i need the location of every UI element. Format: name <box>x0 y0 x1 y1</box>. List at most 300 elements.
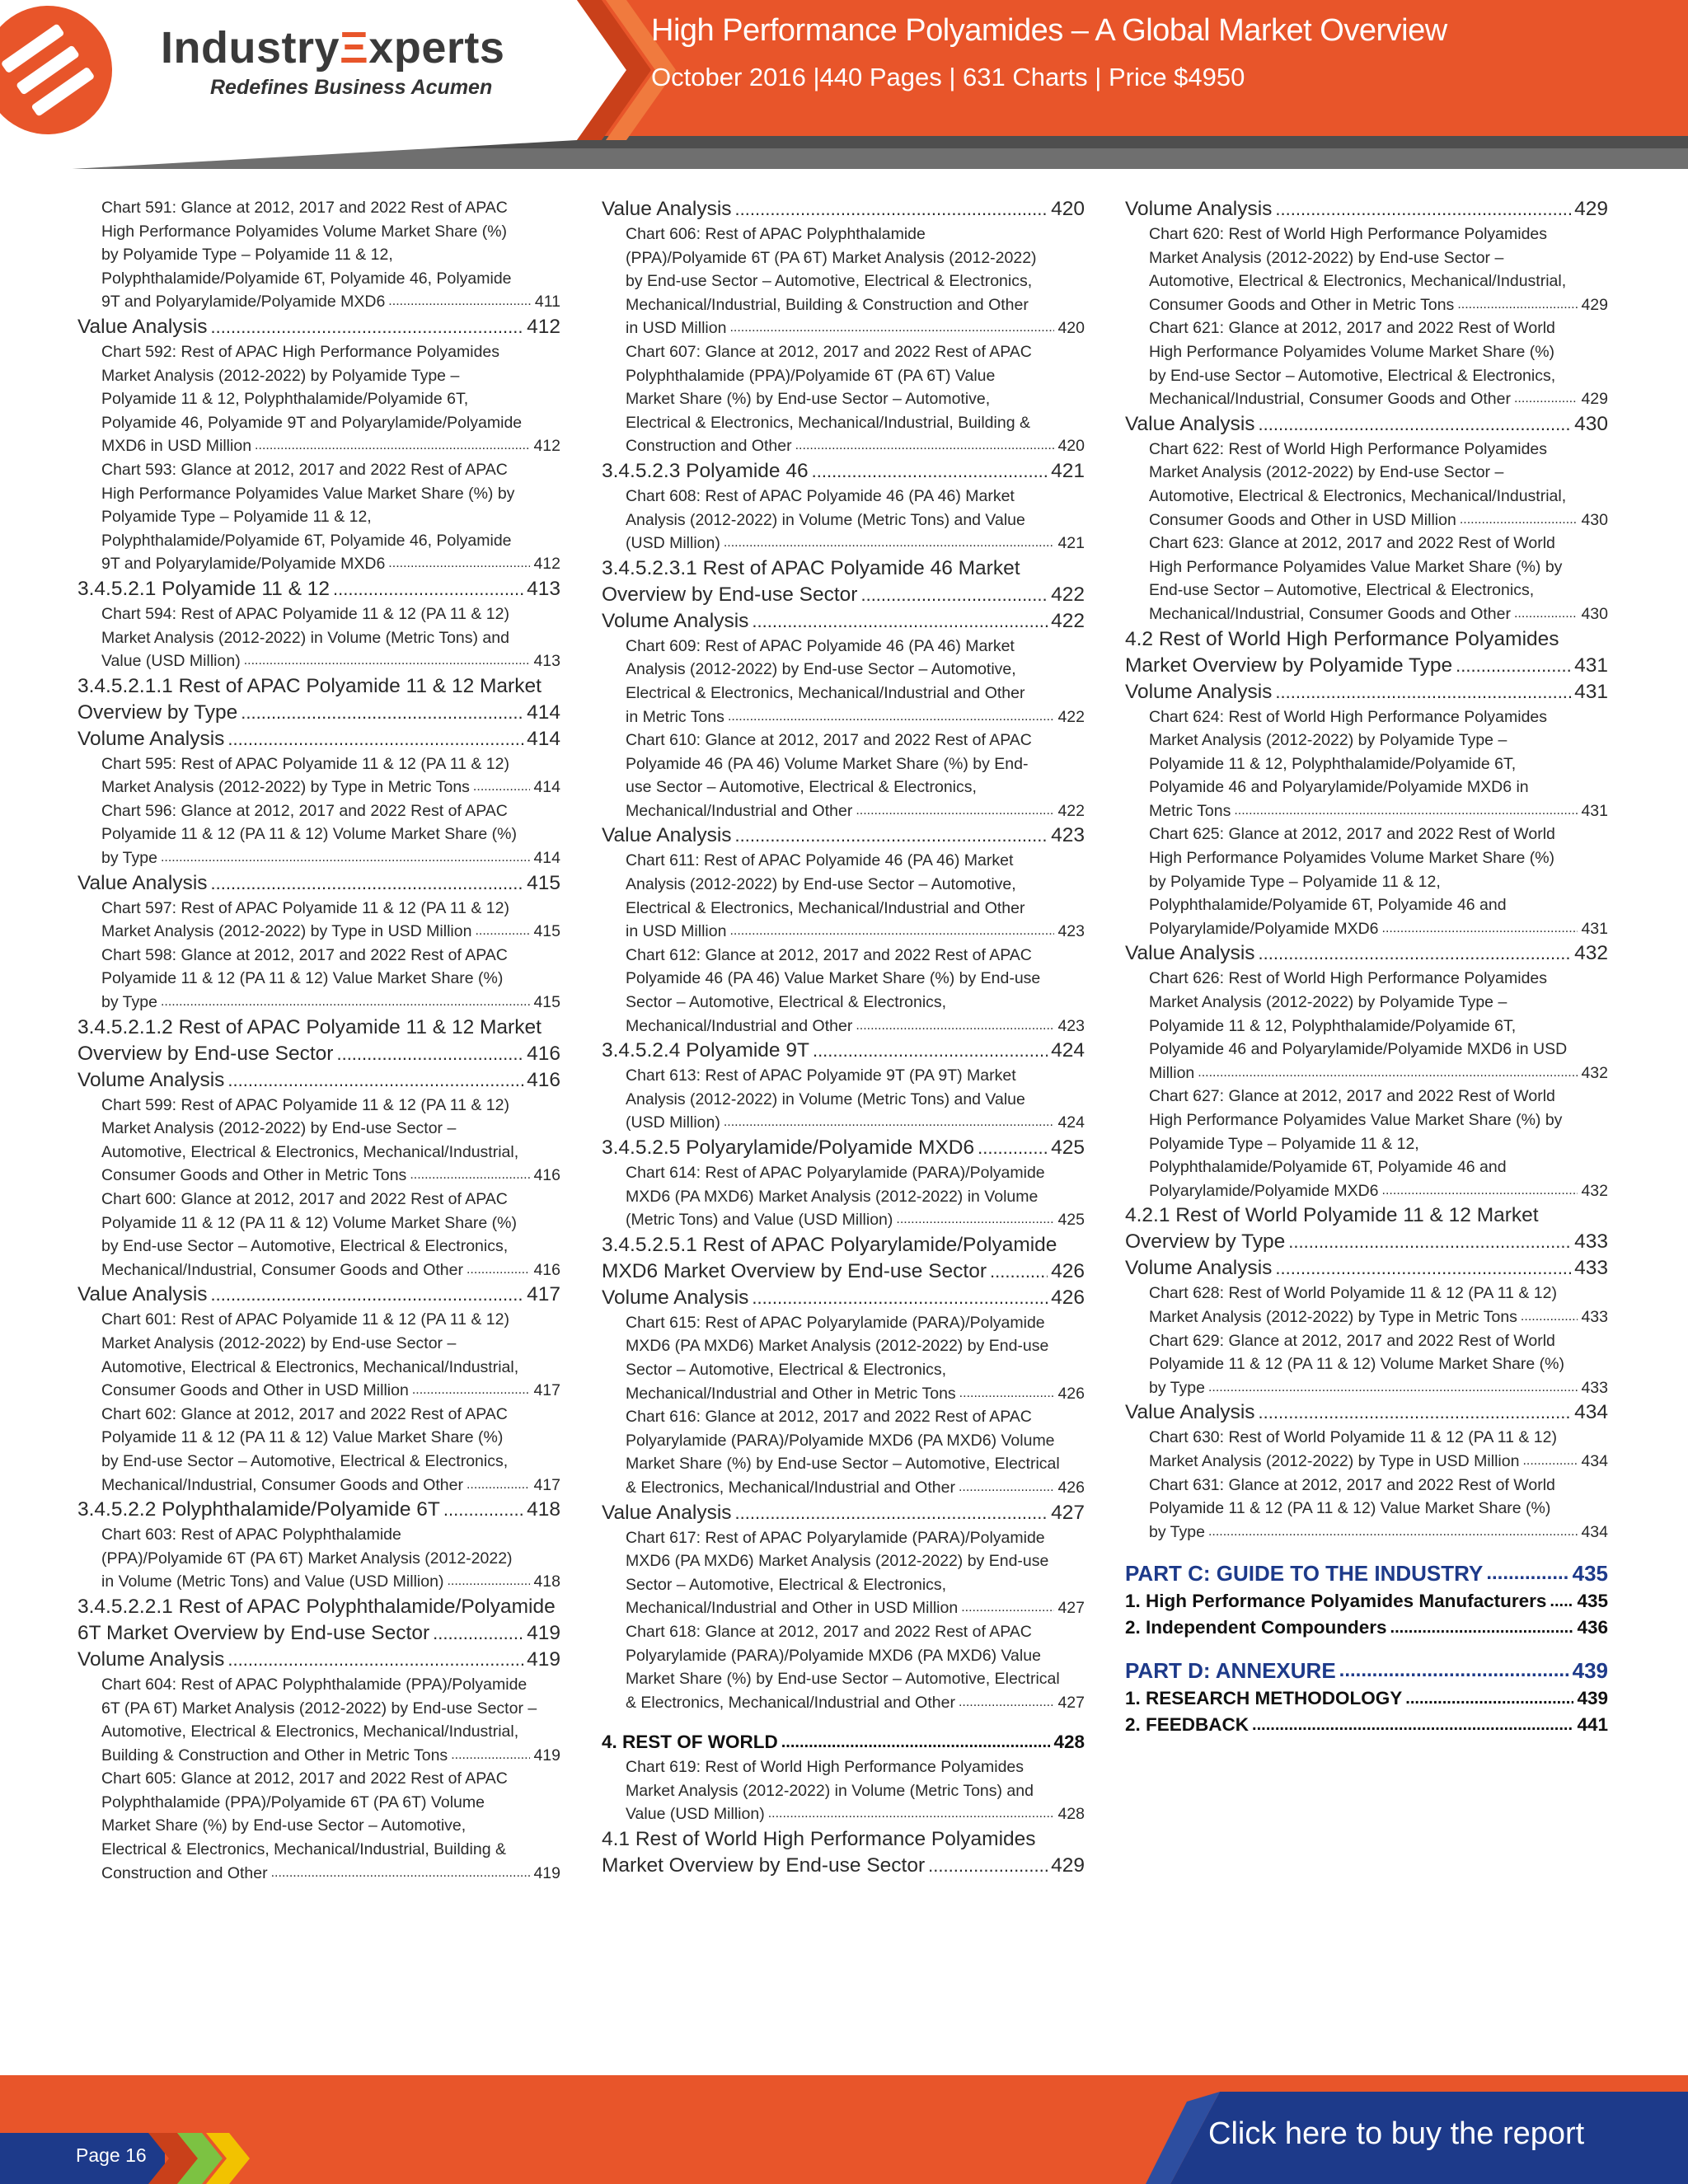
toc-section-entry[interactable] <box>77 870 560 897</box>
toc-section-entry[interactable] <box>1125 1712 1608 1738</box>
toc-chart-entry[interactable] <box>602 1596 1085 1620</box>
toc-chart-entry[interactable] <box>77 1379 560 1403</box>
toc-chart-entry <box>1125 823 1608 846</box>
toc-entry-text: Mechanical/Industrial and Other <box>626 801 853 820</box>
toc-entry-text: Polyamide 11 & 12 (PA 11 & 12) Value Market Share (%) <box>1149 1499 1551 1518</box>
toc-chart-entry <box>1125 991 1608 1015</box>
toc-chart-entry <box>1125 1132 1608 1156</box>
toc-chart-entry <box>77 364 560 388</box>
toc-chart-entry <box>602 991 1085 1015</box>
dot-leader <box>724 532 1055 555</box>
toc-chart-entry <box>602 1667 1085 1691</box>
toc-chart-entry[interactable] <box>602 1476 1085 1500</box>
toc-chart-entry <box>602 776 1085 799</box>
toc-section-entry[interactable] <box>602 196 1085 223</box>
dot-leader <box>475 920 530 944</box>
toc-entry-text: Market Analysis (2012-2022) by End-use Sector – <box>101 1333 457 1352</box>
toc-chart-entry <box>77 602 560 626</box>
toc-entry-text: MXD6 (PA MXD6) Market Analysis (2012-2022) by End-use <box>626 1552 1049 1571</box>
toc-entry-text: Chart 609: Rest of APAC Polyamide 46 (PA 46) Market <box>626 636 1015 655</box>
toc-chart-entry[interactable] <box>77 1258 560 1282</box>
dot-leader <box>443 1497 523 1523</box>
toc-chart-entry[interactable] <box>602 532 1085 555</box>
toc-entry-text: Value (USD Million) <box>626 1805 765 1824</box>
toc-entry-text: Polyphthalamide/Polyamide 6T, Polyamide 46 and <box>1149 896 1507 915</box>
toc-chart-entry[interactable] <box>77 1570 560 1594</box>
toc-chart-entry[interactable] <box>77 991 560 1015</box>
toc-chart-entry[interactable] <box>602 920 1085 944</box>
dot-leader <box>412 1379 531 1403</box>
toc-page-number: 424 <box>1057 1113 1085 1132</box>
toc-entry-text: Consumer Goods and Other in Metric Tons <box>1149 295 1455 314</box>
toc-chart-entry[interactable] <box>77 434 560 458</box>
toc-entry-text: Chart 596: Glance at 2012, 2017 and 2022 Rest of APAC <box>101 801 508 820</box>
toc-page-number: 415 <box>533 922 560 941</box>
dot-leader <box>473 776 531 799</box>
toc-entry-text: High Performance Polyamides Volume Market Share (%) <box>1149 342 1555 361</box>
toc-chart-entry[interactable] <box>77 1474 560 1497</box>
toc-chart-entry <box>1125 579 1608 602</box>
toc-page-number: 426 <box>1051 1259 1085 1282</box>
toc-entry-text: Chart 613: Rest of APAC Polyamide 9T (PA 9T) Market <box>626 1066 1016 1085</box>
toc-entry-text: Consumer Goods and Other in Metric Tons <box>101 1166 407 1185</box>
toc-chart-entry <box>602 682 1085 705</box>
toc-page-number: 416 <box>527 1068 560 1091</box>
toc-entry-text: Polyarylamide (PARA)/Polyamide MXD6 (PA MXD6) Volume <box>626 1431 1055 1450</box>
toc-entry-text: Polyphthalamide (PPA)/Polyamide 6T (PA 6T) Value <box>626 366 996 385</box>
dot-leader <box>1521 1305 1578 1329</box>
toc-chart-entry[interactable] <box>1125 1521 1608 1544</box>
toc-chart-entry[interactable] <box>602 1111 1085 1135</box>
toc-entry-text: Consumer Goods and Other in USD Million <box>101 1381 409 1400</box>
toc-entry-text: End-use Sector – Automotive, Electrical & Electronics, <box>1149 581 1535 600</box>
toc-entry-text: Market Share (%) by End-use Sector – Automotive, <box>101 1816 467 1835</box>
toc-section-entry[interactable] <box>77 1067 560 1094</box>
toc-entry-text: Chart 624: Rest of World High Performance Polyamides <box>1149 707 1548 726</box>
dot-leader <box>1288 1229 1571 1255</box>
toc-entry-text: Polyamide Type – Polyamide 11 & 12, <box>1149 1134 1419 1153</box>
toc-chart-entry[interactable] <box>77 846 560 870</box>
toc-section-entry[interactable] <box>1125 1588 1608 1615</box>
toc-entry-text: Chart 607: Glance at 2012, 2017 and 2022 Rest of APAC <box>626 342 1032 361</box>
toc-entry-text: 3.4.5.2.2 Polyphthalamide/Polyamide 6T <box>77 1498 440 1521</box>
toc-chart-entry[interactable] <box>602 705 1085 729</box>
toc-entry-text: 3.4.5.2.2.1 Rest of APAC Polyphthalamide/Polyamide <box>77 1595 556 1618</box>
toc-chart-entry[interactable] <box>77 290 560 314</box>
toc-entry-text: Automotive, Electrical & Electronics, Mechanical/Industrial, <box>1149 272 1567 291</box>
dot-leader <box>928 1853 1048 1879</box>
toc-chart-entry <box>1125 870 1608 894</box>
toc-entry-text: (USD Million) <box>626 1113 720 1132</box>
toc-chart-entry[interactable] <box>77 1744 560 1768</box>
dot-leader <box>768 1802 1055 1826</box>
toc-entry-text: & Electronics, Mechanical/Industrial and Other <box>626 1693 955 1712</box>
dot-leader <box>1259 1399 1572 1426</box>
toc-chart-entry[interactable] <box>1125 293 1608 317</box>
toc-page-number: 433 <box>1581 1307 1608 1326</box>
toc-entry-text: 2. FEEDBACK <box>1125 1714 1250 1736</box>
toc-chart-entry[interactable] <box>1125 509 1608 532</box>
dot-leader <box>244 649 531 673</box>
toc-chart-entry[interactable] <box>1125 1179 1608 1203</box>
toc-entry-text: High Performance Polyamides Value Market Share (%) by <box>1149 557 1563 576</box>
toc-entry-text: Polyamide 11 & 12, Polyphthalamide/Polyamide 6T, <box>1149 1016 1517 1035</box>
toc-entry-text: High Performance Polyamides Volume Market Share (%) <box>1149 849 1555 868</box>
toc-entry-text: Polyamide 11 & 12 (PA 11 & 12) Volume Market Share (%) <box>101 825 517 844</box>
report-subtitle: October 2016 |440 Pages | 631 Charts | Price $4950 <box>651 63 1245 91</box>
toc-entry-text: Polyamide 46 (PA 46) Volume Market Share (%) by End- <box>626 754 1029 773</box>
toc-chart-entry[interactable] <box>77 649 560 673</box>
toc-section-entry[interactable] <box>1125 679 1608 705</box>
toc-section-entry <box>77 1594 560 1620</box>
toc-entry-text: Polyamide 11 & 12, Polyphthalamide/Polyamide 6T, <box>1149 754 1517 773</box>
toc-section-entry[interactable] <box>1125 411 1608 438</box>
toc-chart-entry <box>1125 1085 1608 1108</box>
toc-entry-text: MXD6 Market Overview by End-use Sector <box>602 1259 987 1282</box>
toc-chart-entry <box>602 293 1085 317</box>
toc-section-entry[interactable] <box>602 1729 1085 1755</box>
toc-entry-text: Chart 620: Rest of World High Performance Polyamides <box>1149 225 1548 243</box>
toc-page-number: 435 <box>1577 1591 1608 1612</box>
toc-chart-entry <box>77 1547 560 1571</box>
toc-chart-entry <box>1125 1497 1608 1521</box>
toc-entry-text: Analysis (2012-2022) in Volume (Metric Tons) and Value <box>626 510 1025 529</box>
toc-page-number: 428 <box>1057 1805 1085 1824</box>
toc-entry-text: Chart 598: Glance at 2012, 2017 and 2022 Rest of APAC <box>101 945 508 964</box>
toc-entry-text: Chart 592: Rest of APAC High Performance Polyamides <box>101 342 500 361</box>
dot-leader <box>1382 1179 1578 1203</box>
toc-page-number: 415 <box>527 871 560 894</box>
dot-leader <box>336 1041 523 1067</box>
dot-leader <box>896 1208 1054 1232</box>
toc-entry-text: Market Analysis (2012-2022) by Polyamide Type – <box>1149 993 1507 1012</box>
dot-leader <box>729 316 1054 340</box>
toc-entry-text: Value Analysis <box>77 1283 208 1306</box>
toc-section-entry[interactable] <box>1125 653 1608 679</box>
dot-leader <box>781 1729 1051 1755</box>
toc-chart-entry <box>602 1064 1085 1088</box>
toc-page-number: 426 <box>1057 1478 1085 1497</box>
toc-section-entry[interactable] <box>77 314 560 340</box>
toc-page-number: 434 <box>1581 1522 1608 1541</box>
toc-page-number: 432 <box>1581 1063 1608 1082</box>
toc-chart-entry[interactable] <box>602 1802 1085 1826</box>
toc-entry-text: 3.4.5.2.5 Polyarylamide/Polyamide MXD6 <box>602 1137 975 1159</box>
toc-entry-text: Volume Analysis <box>1125 680 1273 703</box>
toc-chart-entry <box>602 1429 1085 1453</box>
toc-entry-text: Polyarylamide (PARA)/Polyamide MXD6 (PA MXD6) Value <box>626 1646 1041 1665</box>
toc-entry-text: Chart 595: Rest of APAC Polyamide 11 & 12 (PA 11 & 12) <box>101 754 509 773</box>
toc-entry-text: Electrical & Electronics, Mechanical/Industrial and Other <box>626 898 1025 917</box>
toc-chart-entry[interactable] <box>77 1862 560 1886</box>
toc-page-number: 427 <box>1057 1693 1085 1712</box>
toc-entry-text: High Performance Polyamides Volume Market Share (%) <box>101 222 508 241</box>
dot-leader <box>467 1258 530 1282</box>
toc-entry-text: Mechanical/Industrial, Consumer Goods and Other <box>1149 390 1511 409</box>
toc-entry-text: Automotive, Electrical & Electronics, Mechanical/Industrial, <box>101 1722 519 1741</box>
toc-section-entry[interactable] <box>77 1282 560 1308</box>
toc-page-number: 421 <box>1057 534 1085 553</box>
toc-entry-text: Chart 603: Rest of APAC Polyphthalamide <box>101 1526 401 1544</box>
toc-page-number: 422 <box>1057 707 1085 726</box>
toc-entry-text: 4. REST OF WORLD <box>602 1732 778 1753</box>
toc-section-entry[interactable] <box>1125 196 1608 223</box>
dot-leader <box>812 458 1048 485</box>
toc-entry-text: PART C: GUIDE TO THE INDUSTRY <box>1125 1561 1484 1586</box>
toc-chart-entry <box>1125 893 1608 917</box>
toc-chart-entry <box>602 1549 1085 1573</box>
toc-section-entry[interactable] <box>77 1497 560 1523</box>
toc-entry-text: Market Analysis (2012-2022) by Type in USD Million <box>101 922 472 941</box>
toc-page-number: 429 <box>1051 1854 1085 1877</box>
toc-page-number: 417 <box>527 1283 560 1306</box>
toc-chart-entry <box>77 1697 560 1721</box>
toc-entry-text: Chart 608: Rest of APAC Polyamide 46 (PA 46) Market <box>626 486 1015 505</box>
toc-chart-entry[interactable] <box>1125 799 1608 823</box>
toc-chart-entry[interactable] <box>602 434 1085 458</box>
toc-chart-entry <box>602 246 1085 270</box>
toc-chart-entry[interactable] <box>77 920 560 944</box>
toc-part-heading[interactable] <box>1125 1656 1608 1685</box>
toc-entry-text: Chart 591: Glance at 2012, 2017 and 2022 Rest of APAC <box>101 199 508 217</box>
toc-entry-text: MXD6 in USD Million <box>101 437 252 456</box>
toc-entry-text: Value Analysis <box>1125 412 1255 435</box>
toc-section-entry <box>1125 1202 1608 1229</box>
toc-entry-text: Value (USD Million) <box>101 652 241 671</box>
toc-chart-entry[interactable] <box>602 799 1085 823</box>
toc-chart-entry <box>602 223 1085 246</box>
toc-section-entry[interactable] <box>1125 940 1608 967</box>
toc-chart-entry[interactable] <box>77 1164 560 1188</box>
dot-leader <box>227 1647 523 1673</box>
toc-section-entry[interactable] <box>602 1285 1085 1311</box>
toc-entry-text: MXD6 (PA MXD6) Market Analysis (2012-2022) in Volume <box>626 1187 1039 1206</box>
toc-entry-text: Polyphthalamide/Polyamide 6T, Polyamide 46, Polyamide <box>101 531 512 550</box>
toc-entry-text: 4.2 Rest of World High Performance Polyamides <box>1125 627 1559 650</box>
toc-part-heading[interactable] <box>1125 1558 1608 1588</box>
toc-section-entry[interactable] <box>77 1647 560 1673</box>
toc-page-number: 431 <box>1574 654 1608 677</box>
toc-section-entry[interactable] <box>1125 1399 1608 1426</box>
toc-entry-text: 4.2.1 Rest of World Polyamide 11 & 12 Market <box>1125 1204 1539 1227</box>
dot-leader <box>1259 940 1572 967</box>
toc-entry-text: Market Share (%) by End-use Sector – Automotive, Electrical <box>626 1670 1060 1689</box>
toc-entry-text: Mechanical/Industrial and Other <box>626 1016 853 1035</box>
toc-page-number: 441 <box>1577 1714 1608 1736</box>
toc-entry-text: by End-use Sector – Automotive, Electrical & Electronics, <box>101 1237 509 1256</box>
dot-leader <box>856 1015 1054 1038</box>
toc-chart-entry <box>602 1405 1085 1429</box>
page-footer <box>0 2075 1688 2184</box>
toc-entry-text: Chart 610: Glance at 2012, 2017 and 2022 Rest of APAC <box>626 731 1032 750</box>
toc-chart-entry[interactable] <box>602 1015 1085 1038</box>
toc-chart-entry[interactable] <box>1125 917 1608 941</box>
dot-leader <box>1275 679 1571 705</box>
dot-leader <box>990 1258 1048 1285</box>
toc-section-entry[interactable] <box>602 582 1085 608</box>
toc-section-entry[interactable] <box>77 700 560 726</box>
toc-chart-entry[interactable] <box>602 1691 1085 1715</box>
buy-report-link[interactable]: Click here to buy the report <box>1208 2116 1585 2151</box>
toc-chart-entry <box>1125 1015 1608 1038</box>
toc-chart-entry[interactable] <box>1125 387 1608 411</box>
toc-section-entry[interactable] <box>1125 1229 1608 1255</box>
toc-page-number: 420 <box>1051 198 1085 220</box>
toc-chart-entry[interactable] <box>602 316 1085 340</box>
toc-section-entry[interactable] <box>602 1258 1085 1285</box>
toc-entry-text: Overview by End-use Sector <box>77 1042 334 1065</box>
toc-chart-entry <box>77 1523 560 1547</box>
toc-page-number: 414 <box>533 849 560 868</box>
toc-chart-entry[interactable] <box>1125 602 1608 626</box>
toc-chart-entry <box>77 1767 560 1791</box>
toc-entry-text: Chart 630: Rest of World Polyamide 11 & 12 (PA 11 & 12) <box>1149 1428 1557 1447</box>
toc-chart-entry[interactable] <box>1125 1376 1608 1400</box>
toc-page-number: 414 <box>527 727 560 750</box>
dot-leader <box>227 726 523 752</box>
dot-leader <box>447 1570 530 1594</box>
toc-page-number: 419 <box>527 1621 560 1644</box>
toc-chart-entry <box>602 387 1085 411</box>
dot-leader <box>959 1382 1055 1406</box>
dot-leader <box>1522 1450 1578 1474</box>
toc-chart-entry[interactable] <box>602 1208 1085 1232</box>
toc-chart-entry[interactable] <box>602 1382 1085 1406</box>
toc-entry-text: Market Overview by End-use Sector <box>602 1854 926 1877</box>
toc-entry-text: Chart 631: Glance at 2012, 2017 and 2022 Rest of World <box>1149 1475 1555 1494</box>
toc-page-number: 417 <box>533 1381 560 1400</box>
toc-page-number: 419 <box>533 1746 560 1765</box>
toc-page-number: 413 <box>527 577 560 600</box>
toc-chart-entry <box>602 1526 1085 1550</box>
toc-entry-text: Mechanical/Industrial, Consumer Goods and Other <box>1149 604 1511 623</box>
dot-leader <box>735 1500 1048 1526</box>
dot-leader <box>388 290 532 314</box>
toc-entry-text: Market Analysis (2012-2022) in Volume (Metric Tons) and <box>101 628 509 647</box>
toc-entry-text: Volume Analysis <box>77 727 225 750</box>
toc-chart-entry <box>1125 1474 1608 1497</box>
toc-chart-entry[interactable] <box>1125 1450 1608 1474</box>
toc-section-entry[interactable] <box>602 1038 1085 1064</box>
toc-chart-entry <box>77 1188 560 1212</box>
dot-leader <box>241 700 523 726</box>
toc-entry-text: in USD Million <box>626 319 727 338</box>
toc-chart-entry <box>1125 269 1608 293</box>
toc-entry-text: Analysis (2012-2022) by End-use Sector – Automotive, <box>626 660 1016 679</box>
toc-entry-text: Chart 611: Rest of APAC Polyamide 46 (PA 46) Market <box>626 851 1014 870</box>
toc-entry-text: Volume Analysis <box>602 1286 749 1309</box>
toc-section-entry <box>602 1232 1085 1258</box>
toc-chart-entry <box>77 626 560 650</box>
toc-page-number: 427 <box>1057 1599 1085 1618</box>
toc-entry-text: Polyamide 11 & 12, Polyphthalamide/Polyamide 6T, <box>101 390 469 409</box>
toc-entry-text: Sector – Automotive, Electrical & Electronics, <box>626 1575 947 1594</box>
toc-entry-text: 2. Independent Compounders <box>1125 1617 1387 1638</box>
toc-page-number: 431 <box>1581 919 1608 938</box>
toc-section-entry <box>77 1015 560 1041</box>
toc-section-entry[interactable] <box>1125 1255 1608 1282</box>
toc-chart-entry[interactable] <box>77 552 560 576</box>
toc-section-entry[interactable] <box>77 1620 560 1647</box>
toc-chart-entry <box>1125 316 1608 340</box>
toc-section-entry[interactable] <box>1125 1615 1608 1641</box>
dot-leader <box>959 1476 1055 1500</box>
toc-section-entry[interactable] <box>77 1041 560 1067</box>
toc-chart-entry <box>77 458 560 482</box>
toc-section-entry[interactable] <box>602 1853 1085 1879</box>
toc-section-entry[interactable] <box>602 608 1085 635</box>
toc-page-number: 418 <box>527 1498 560 1521</box>
toc-chart-entry <box>77 243 560 267</box>
toc-chart-entry <box>602 509 1085 532</box>
toc-chart-entry <box>77 196 560 220</box>
toc-chart-entry[interactable] <box>1125 1305 1608 1329</box>
toc-entry-text: 3.4.5.2.3.1 Rest of APAC Polyamide 46 Market <box>602 556 1020 579</box>
toc-chart-entry <box>77 1094 560 1118</box>
toc-entry-text: 3.4.5.2.4 Polyamide 9T <box>602 1039 809 1062</box>
toc-page-number: 411 <box>534 293 560 312</box>
toc-chart-entry[interactable] <box>1125 1062 1608 1085</box>
toc-chart-entry <box>602 269 1085 293</box>
toc-section-entry[interactable] <box>77 726 560 752</box>
toc-chart-entry <box>1125 729 1608 752</box>
toc-chart-entry <box>1125 776 1608 799</box>
toc-section-entry[interactable] <box>77 576 560 602</box>
toc-entry-text: Building & Construction and Other in Metric Tons <box>101 1746 448 1765</box>
toc-entry-text: Polyamide 46 and Polyarylamide/Polyamide MXD6 in <box>1149 778 1529 797</box>
toc-entry-text: by Type <box>1149 1378 1205 1397</box>
toc-entry-text: Value Analysis <box>1125 1401 1255 1424</box>
dot-leader <box>752 1285 1048 1311</box>
toc-entry-text: Overview by Type <box>77 701 238 724</box>
toc-entry-text: High Performance Polyamides Value Market Share (%) by <box>101 484 515 503</box>
toc-page-number: 423 <box>1051 824 1085 847</box>
toc-entry-text: Value Analysis <box>1125 942 1255 965</box>
toc-section-entry <box>602 555 1085 582</box>
toc-entry-text: Chart 602: Glance at 2012, 2017 and 2022 Rest of APAC <box>101 1404 508 1423</box>
toc-page-number: 417 <box>533 1475 560 1494</box>
toc-section-entry[interactable] <box>602 1135 1085 1161</box>
toc-entry-text: Chart 594: Rest of APAC Polyamide 11 & 12 (PA 11 & 12) <box>101 604 509 623</box>
toc-entry-text: Market Analysis (2012-2022) by Polyamide Type – <box>101 366 460 385</box>
dot-leader <box>161 846 531 870</box>
toc-chart-entry <box>77 220 560 244</box>
toc-entry-text: MXD6 (PA MXD6) Market Analysis (2012-2022) by End-use <box>626 1337 1049 1356</box>
toc-section-entry[interactable] <box>602 823 1085 849</box>
logo-tagline: Redefines Business Acumen <box>210 76 493 99</box>
toc-section-entry[interactable] <box>1125 1685 1608 1712</box>
toc-entry-text: Market Analysis (2012-2022) by End-use Sector – <box>101 1119 457 1138</box>
toc-chart-entry <box>602 849 1085 873</box>
toc-page-number: 419 <box>527 1647 560 1671</box>
toc-entry-text: Construction and Other <box>101 1863 268 1882</box>
dot-leader <box>1275 1255 1571 1282</box>
toc-chart-entry[interactable] <box>77 776 560 799</box>
toc-entry-text: Chart 604: Rest of APAC Polyphthalamide (PPA)/Polyamide <box>101 1675 528 1694</box>
toc-chart-entry <box>1125 1108 1608 1132</box>
toc-column-2 <box>602 196 1085 1879</box>
toc-entry-text: by End-use Sector – Automotive, Electrical & Electronics, <box>101 1451 509 1470</box>
toc-chart-entry <box>1125 364 1608 388</box>
toc-entry-text: Market Analysis (2012-2022) by End-use Sector – <box>1149 463 1504 482</box>
toc-section-entry[interactable] <box>602 458 1085 485</box>
toc-entry-text: Chart 614: Rest of APAC Polyarylamide (PARA)/Polyamide <box>626 1164 1045 1182</box>
company-logo <box>161 23 504 100</box>
toc-page-number: 421 <box>1051 459 1085 482</box>
toc-page-number: 432 <box>1581 1181 1608 1200</box>
toc-page-number: 425 <box>1057 1211 1085 1230</box>
toc-section-entry[interactable] <box>602 1500 1085 1526</box>
